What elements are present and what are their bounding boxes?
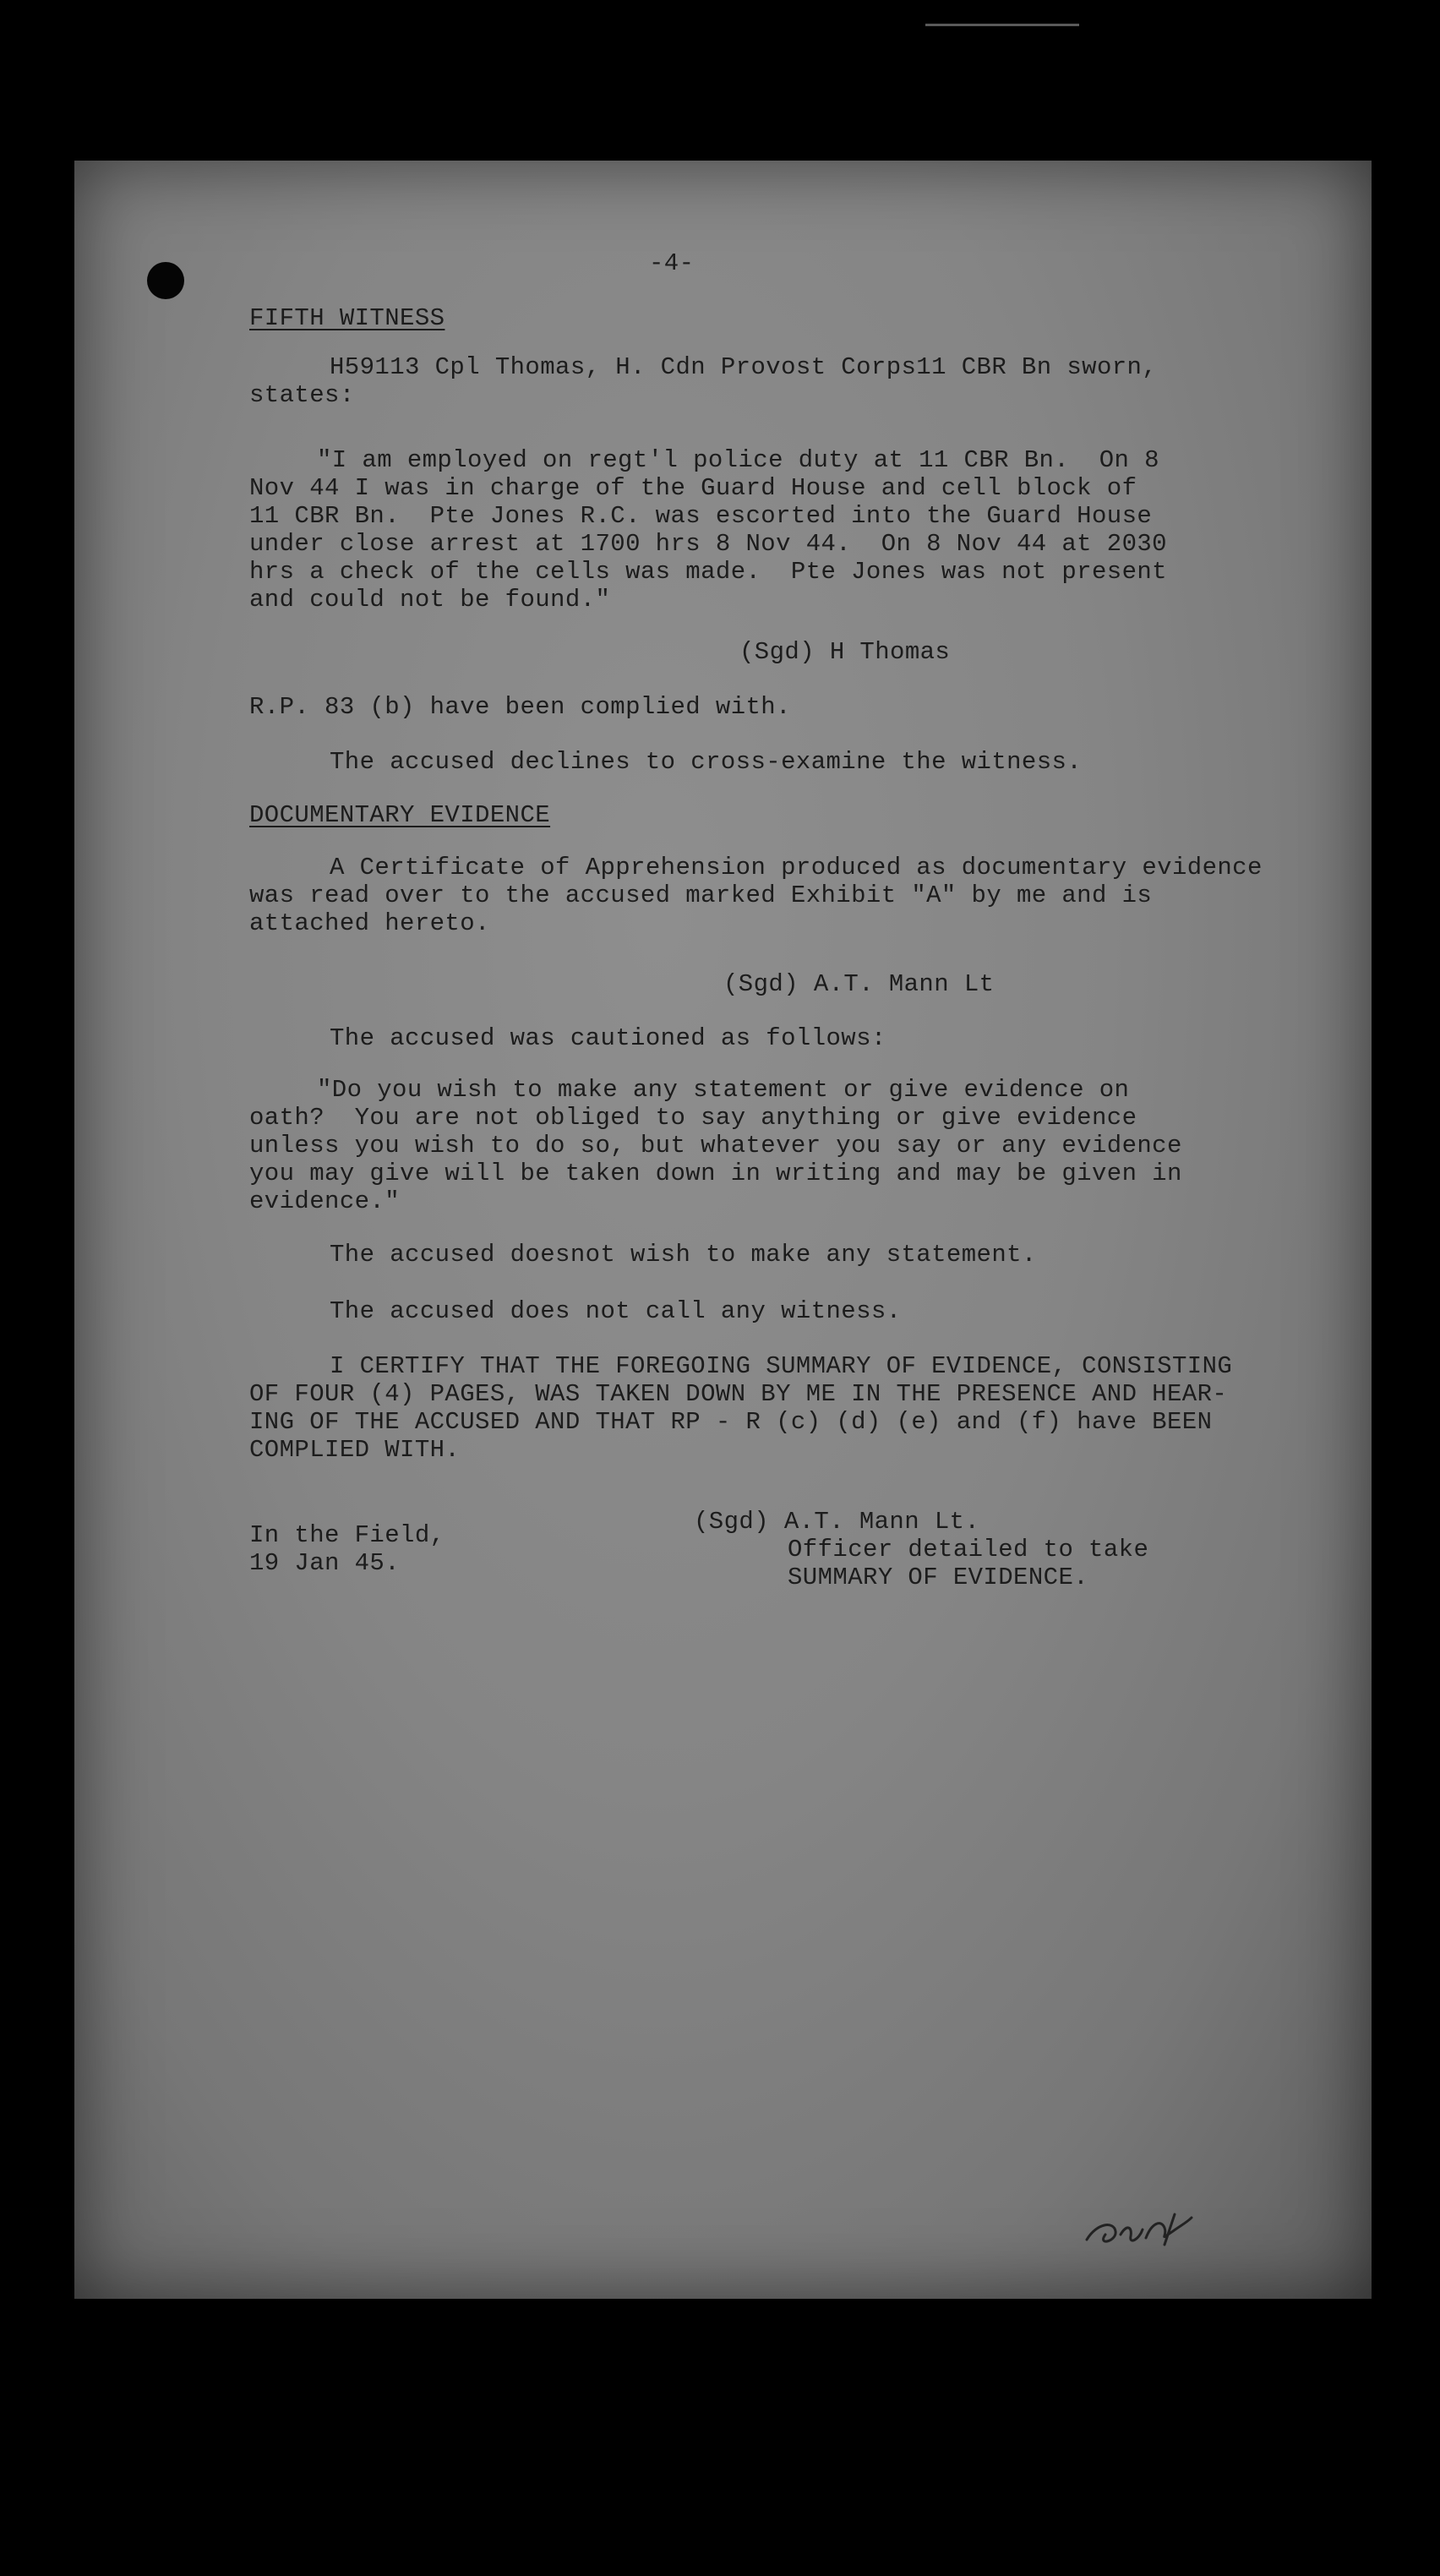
handwritten-initials bbox=[1080, 2197, 1198, 2257]
place-and-date bbox=[249, 1521, 445, 1577]
rp-note: R.P. 83 (b) have been complied with. bbox=[249, 693, 791, 721]
certification-line: COMPLIED WITH. bbox=[249, 1436, 461, 1464]
witness-intro-line: states: bbox=[249, 381, 355, 409]
page-number: -4- bbox=[649, 249, 695, 277]
witness-intro-line: H59113 Cpl Thomas, H. Cdn Provost Corps11 CBR Bn sworn, bbox=[330, 353, 1158, 381]
officer-final-signature: (Sgd) A.T. Mann Lt. bbox=[694, 1508, 980, 1536]
documentary-line: A Certificate of Apprehension produced as documentary evidence bbox=[330, 854, 1263, 881]
caution-line: evidence." bbox=[249, 1187, 401, 1215]
statement-line: Nov 44 I was in charge of the Guard House and cell block of bbox=[249, 474, 1137, 502]
statement-line: 11 CBR Bn. Pte Jones R.C. was escorted into the Guard House bbox=[249, 502, 1153, 530]
place: In the Field, bbox=[249, 1521, 445, 1549]
cross-exam-note: The accused declines to cross-examine the witness. bbox=[330, 748, 1083, 776]
officer-block bbox=[694, 1508, 1148, 1591]
documentary-paragraph bbox=[249, 854, 1339, 937]
caution-line: "Do you wish to make any statement or give evidence on bbox=[317, 1076, 1130, 1104]
film-edge-mark bbox=[925, 24, 1079, 26]
statement-line: under close arrest at 1700 hrs 8 Nov 44. On 8 Nov 44 at 2030 bbox=[249, 530, 1167, 558]
date: 19 Jan 45. bbox=[249, 1549, 401, 1577]
officer-role-line: Officer detailed to take bbox=[788, 1536, 1149, 1564]
documentary-evidence-heading: DOCUMENTARY EVIDENCE bbox=[249, 801, 551, 829]
statement-line: hrs a check of the cells was made. Pte Jones was not present bbox=[249, 558, 1167, 586]
documentary-line: attached hereto. bbox=[249, 909, 490, 937]
no-statement-note: The accused doesnot wish to make any statement. bbox=[330, 1241, 1037, 1269]
officer-role-line: SUMMARY OF EVIDENCE. bbox=[788, 1564, 1089, 1591]
caution-line: unless you wish to do so, but whatever you say or any evidence bbox=[249, 1132, 1182, 1160]
certification-line: I CERTIFY THAT THE FOREGOING SUMMARY OF EVIDENCE, CONSISTING bbox=[330, 1352, 1233, 1380]
punch-hole bbox=[147, 262, 184, 299]
document-page bbox=[74, 161, 1372, 2299]
caution-intro: The accused was cautioned as follows: bbox=[330, 1024, 886, 1052]
witness-statement bbox=[249, 446, 1339, 614]
witness-signature: (Sgd) H Thomas bbox=[739, 638, 951, 666]
documentary-line: was read over to the accused marked Exhibit "A" by me and is bbox=[249, 881, 1153, 909]
witness-intro bbox=[249, 353, 1339, 409]
caution-line: you may give will be taken down in writing and may be given in bbox=[249, 1160, 1182, 1187]
no-witness-note: The accused does not call any witness. bbox=[330, 1297, 902, 1325]
caution-text bbox=[249, 1076, 1339, 1215]
officer-signature: (Sgd) A.T. Mann Lt bbox=[723, 970, 995, 998]
statement-line: "I am employed on regt'l police duty at 11 CBR Bn. On 8 bbox=[317, 446, 1159, 474]
fifth-witness-heading: FIFTH WITNESS bbox=[249, 304, 445, 332]
certification-line: OF FOUR (4) PAGES, WAS TAKEN DOWN BY ME IN THE PRESENCE AND HEAR- bbox=[249, 1380, 1228, 1408]
certification-line: ING OF THE ACCUSED AND THAT RP - R (c) (d) (e) and (f) have BEEN bbox=[249, 1408, 1213, 1436]
certification bbox=[249, 1352, 1339, 1464]
statement-line: and could not be found." bbox=[249, 586, 611, 614]
caution-line: oath? You are not obliged to say anything or give evidence bbox=[249, 1104, 1137, 1132]
